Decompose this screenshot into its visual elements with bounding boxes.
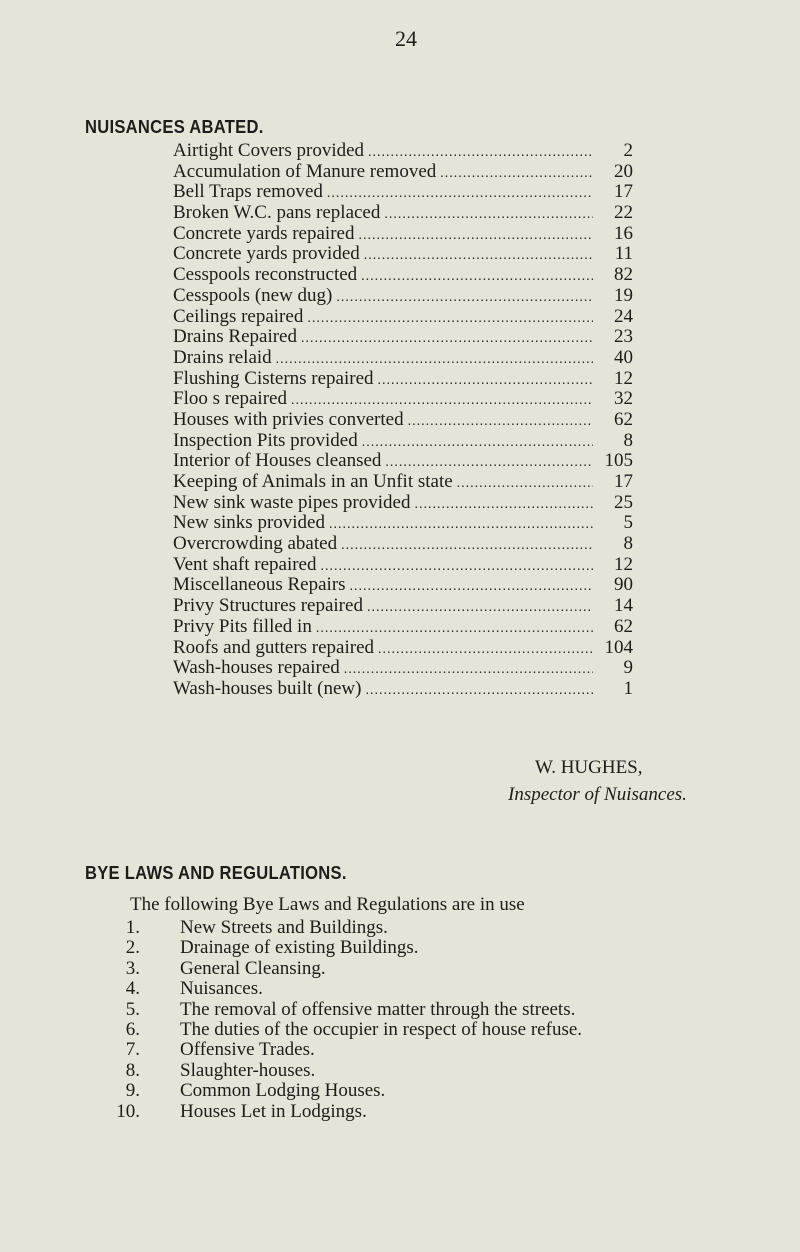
list-item bbox=[173, 162, 633, 183]
item-label: Cesspools (new dug) bbox=[173, 284, 333, 306]
item-label: Privy Structures repaired bbox=[173, 595, 363, 617]
item-value: 1 bbox=[623, 677, 633, 699]
list-item bbox=[100, 979, 582, 999]
item-value: 8 bbox=[623, 429, 633, 451]
item-value: 82 bbox=[614, 264, 633, 286]
list-item bbox=[173, 327, 633, 348]
item-value: 8 bbox=[623, 533, 633, 555]
item-number: 7. bbox=[125, 1039, 140, 1061]
item-value: 105 bbox=[604, 450, 633, 472]
list-item bbox=[173, 638, 633, 659]
list-item bbox=[173, 141, 633, 162]
item-value: 19 bbox=[614, 284, 633, 306]
bye-laws-heading: BYE LAWS AND REGULATIONS. bbox=[85, 863, 347, 883]
list-item bbox=[100, 1040, 582, 1060]
item-text: The removal of offensive matter through the streets. bbox=[180, 998, 576, 1020]
leader-dots bbox=[358, 226, 593, 247]
item-value: 14 bbox=[614, 595, 633, 617]
item-label: Cesspools reconstructed bbox=[173, 264, 358, 286]
leader-dots bbox=[408, 412, 593, 433]
leader-dots bbox=[361, 267, 593, 288]
item-label: Roofs and gutters repaired bbox=[173, 636, 375, 658]
item-text: Offensive Trades. bbox=[180, 1039, 315, 1061]
item-label: Privy Pits filled in bbox=[173, 615, 312, 637]
item-label: Flushing Cisterns repaired bbox=[173, 367, 374, 389]
list-item bbox=[173, 244, 633, 265]
item-label: Concrete yards repaired bbox=[173, 222, 355, 244]
item-value: 25 bbox=[614, 491, 633, 513]
list-item bbox=[173, 617, 633, 638]
item-label: Interior of Houses cleansed bbox=[173, 450, 382, 472]
list-item bbox=[173, 472, 633, 493]
item-value: 62 bbox=[614, 615, 633, 637]
item-label: Broken W.C. pans replaced bbox=[173, 202, 381, 224]
leader-dots bbox=[378, 640, 593, 661]
item-label: Keeping of Animals in an Unfit state bbox=[173, 471, 453, 492]
item-value: 104 bbox=[604, 636, 633, 658]
leader-dots bbox=[414, 495, 593, 516]
list-item bbox=[100, 1102, 582, 1122]
list-item bbox=[173, 265, 633, 286]
item-text: Common Lodging Houses. bbox=[180, 1080, 386, 1102]
list-item bbox=[173, 493, 633, 514]
list-item bbox=[100, 1061, 582, 1081]
page-number: 24 bbox=[395, 26, 417, 51]
item-value: 22 bbox=[614, 202, 633, 224]
list-item bbox=[173, 182, 633, 203]
list-item bbox=[173, 203, 633, 224]
nuisances-heading: NUISANCES ABATED. bbox=[85, 117, 264, 137]
item-number: 1. bbox=[125, 917, 140, 938]
item-value: 12 bbox=[614, 553, 633, 575]
list-item bbox=[173, 534, 633, 555]
item-value: 17 bbox=[614, 181, 633, 203]
list-item bbox=[173, 348, 633, 369]
item-value: 24 bbox=[614, 305, 633, 327]
item-text: The duties of the occupier in respect of house refuse. bbox=[180, 1018, 583, 1040]
leader-dots bbox=[307, 309, 593, 330]
item-label: Ceilings repaired bbox=[173, 305, 304, 327]
list-item bbox=[100, 938, 582, 958]
list-item bbox=[100, 1020, 582, 1040]
bye-laws-intro: The following Bye Laws and Regulations are in use bbox=[130, 894, 525, 915]
list-item bbox=[173, 596, 633, 617]
list-item bbox=[173, 451, 633, 472]
item-text: New Streets and Buildings. bbox=[180, 917, 388, 938]
list-item bbox=[173, 286, 633, 307]
item-value: 17 bbox=[614, 471, 633, 492]
item-number: 8. bbox=[125, 1059, 140, 1081]
item-number: 6. bbox=[125, 1018, 140, 1040]
leader-dots bbox=[301, 329, 593, 350]
leader-dots bbox=[362, 433, 593, 454]
item-value: 90 bbox=[614, 574, 633, 596]
leader-dots bbox=[440, 164, 593, 185]
signature-title: Inspector of Nuisances. bbox=[508, 784, 687, 805]
leader-dots bbox=[364, 246, 593, 267]
item-value: 12 bbox=[614, 367, 633, 389]
leader-dots bbox=[350, 577, 593, 598]
leader-dots bbox=[365, 681, 593, 702]
item-label: Airtight Covers provided bbox=[173, 140, 365, 161]
list-item bbox=[173, 575, 633, 596]
item-text: Drainage of existing Buildings. bbox=[180, 937, 419, 959]
item-text: Slaughter-houses. bbox=[180, 1059, 316, 1081]
list-item bbox=[173, 389, 633, 410]
leader-dots bbox=[329, 515, 593, 536]
item-label: Drains Repaired bbox=[173, 326, 297, 348]
item-label: Floo s repaired bbox=[173, 388, 287, 410]
item-value: 23 bbox=[614, 326, 633, 348]
item-label: New sinks provided bbox=[173, 512, 325, 534]
item-value: 62 bbox=[614, 408, 633, 430]
bye-laws-list bbox=[100, 918, 582, 1122]
leader-dots bbox=[341, 536, 593, 557]
item-value: 20 bbox=[614, 160, 633, 182]
signature-name: W. HUGHES, bbox=[535, 757, 643, 778]
nuisances-list bbox=[173, 141, 633, 700]
leader-dots bbox=[378, 371, 593, 392]
item-value: 11 bbox=[614, 243, 633, 265]
item-label: Vent shaft repaired bbox=[173, 553, 317, 575]
list-item bbox=[100, 918, 582, 938]
leader-dots bbox=[384, 205, 593, 226]
item-label: Houses with privies converted bbox=[173, 408, 404, 430]
item-text: General Cleansing. bbox=[180, 957, 326, 979]
list-item bbox=[173, 307, 633, 328]
item-number: 4. bbox=[125, 978, 140, 1000]
list-item bbox=[100, 1081, 582, 1101]
item-number: 3. bbox=[125, 957, 140, 979]
list-item bbox=[173, 369, 633, 390]
item-label: Overcrowding abated bbox=[173, 533, 338, 555]
item-label: Wash-houses built (new) bbox=[173, 677, 362, 699]
item-text: Nuisances. bbox=[180, 978, 263, 1000]
item-label: Wash-houses repaired bbox=[173, 657, 340, 679]
leader-dots bbox=[321, 557, 594, 578]
item-number: 9. bbox=[125, 1080, 140, 1102]
item-value: 16 bbox=[614, 222, 633, 244]
item-label: Accumulation of Manure removed bbox=[173, 160, 437, 182]
item-value: 5 bbox=[623, 512, 633, 534]
list-item bbox=[173, 410, 633, 431]
list-item bbox=[173, 679, 633, 700]
list-item bbox=[100, 1000, 582, 1020]
list-item bbox=[173, 658, 633, 679]
leader-dots bbox=[457, 474, 593, 495]
list-item bbox=[173, 513, 633, 534]
leader-dots bbox=[336, 288, 593, 309]
list-item bbox=[173, 224, 633, 245]
list-item bbox=[173, 555, 633, 576]
item-number: 5. bbox=[125, 998, 140, 1020]
list-item bbox=[100, 959, 582, 979]
leader-dots bbox=[367, 598, 593, 619]
item-number: 10. bbox=[116, 1100, 140, 1122]
item-label: New sink waste pipes provided bbox=[173, 491, 411, 513]
list-item bbox=[173, 431, 633, 452]
leader-dots bbox=[344, 660, 593, 681]
item-label: Miscellaneous Repairs bbox=[173, 574, 346, 596]
item-number: 2. bbox=[125, 937, 140, 959]
item-value: 40 bbox=[614, 346, 633, 368]
item-label: Drains relaid bbox=[173, 346, 272, 368]
item-text: Houses Let in Lodgings. bbox=[180, 1100, 367, 1122]
item-value: 2 bbox=[623, 140, 633, 161]
item-value: 9 bbox=[623, 657, 633, 679]
item-label: Inspection Pits provided bbox=[173, 429, 358, 451]
item-label: Bell Traps removed bbox=[173, 181, 323, 203]
item-value: 32 bbox=[614, 388, 633, 410]
item-label: Concrete yards provided bbox=[173, 243, 360, 265]
